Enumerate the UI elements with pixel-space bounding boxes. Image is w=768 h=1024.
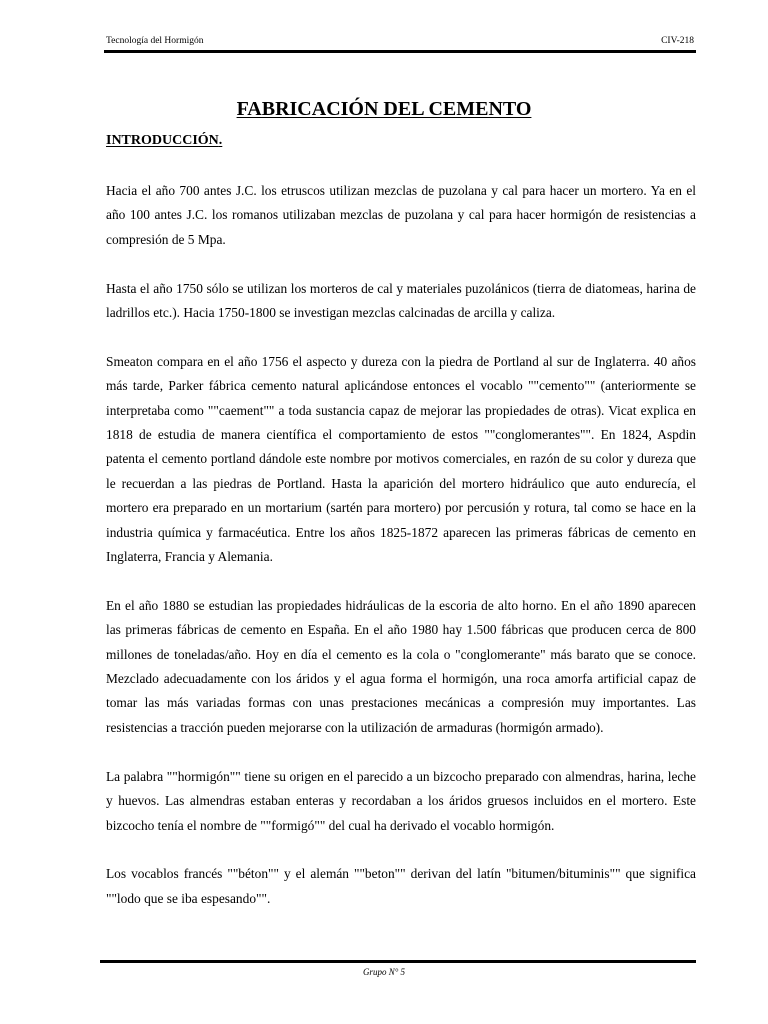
body-text <box>106 179 696 936</box>
page-footer: Grupo N° 5 <box>362 967 406 977</box>
section-heading <box>106 133 222 149</box>
paragraph-6: Los vocablos francés ""béton"" y el alemán ""beton"" derivan del latín "bitumen/bituminis"" que significa ""lodo que se iba espesando"". <box>106 866 696 906</box>
header-course-code: CIV-218 <box>661 36 694 46</box>
page-header <box>106 36 694 50</box>
footer-divider <box>100 960 696 963</box>
section-heading-period: . <box>218 133 223 148</box>
paragraph-1: Hacia el año 700 antes J.C. los etruscos utilizan mezclas de puzolana y cal para hacer un mortero. Ya en el año 100 antes J.C. los romanos utilizaban mezclas de puzolana y cal para hacer hormigón de resistencias a compresión de 5 Mpa. <box>106 183 696 247</box>
paragraph-3: Smeaton compara en el año 1756 el aspecto y dureza con la piedra de Portland al sur de Inglaterra. 40 años más tarde, Parker fábrica cemento natural aplicándose entonces el vocablo ""cemento"" (anteriormente se interpretaba como ""caement"" a toda sustancia capaz de mejorar las propiedades de otras). Vicat explica en 1818 de estudia de manera científica el comportamiento de estos ""conglomerantes"". En 1824, Aspdin patenta el cemento portland dándole este nombre por motivos comerciales, en razón de su color y dureza que le recuerdan a las piedras de Portland. Hasta la aparición del mortero hidráulico que auto endurecía, el mortero era preparado en un mortarium (sartén para mortero) por percusión y rotura, tal como se hace en la industria química y farmacéutica. Entre los años 1825-1872 aparecen las primeras fábricas de cemento en Inglaterra, Francia y Alemania. <box>106 353 696 565</box>
header-course-title: Tecnología del Hormigón <box>106 36 204 46</box>
paragraph-4: En el año 1880 se estudian las propiedades hidráulicas de la escoria de alto horno. En el año 1890 aparecen las primeras fábricas de cemento en España. En el año 1980 hay 1.500 fábricas que producen cerca de 800 millones de toneladas/año. Hoy en día el cemento es la cola o "conglomerante" más barato que se conoce. Mezclado adecuadamente con los áridos y el agua forma el hormigón, una roca amorfa artificial capaz de tomar las más variadas formas con unas prestaciones mecánicas a compresión muy importantes. Las resistencias a tracción pueden mejorarse con la utilización de armaduras (hormigón armado). <box>106 597 696 735</box>
paragraph-5: La palabra ""hormigón"" tiene su origen en el parecido a un bizcocho preparado con almendras, harina, leche y huevos. Las almendras estaban enteras y recordaban a los áridos gruesos incluidos en el mortero. Este bizcocho tenía el nombre de ""formigó"" del cual ha derivado el vocablo hormigón. <box>106 768 696 833</box>
section-heading-text: INTRODUCCIÓN <box>106 133 219 148</box>
paragraph-2: Hasta el año 1750 sólo se utilizan los morteros de cal y materiales puzolánicos (tierra de diatomeas, harina de ladrillos etc.). Hacia 1750-1800 se investigan mezclas calcinadas de arcilla y caliza. <box>106 280 696 321</box>
header-divider <box>104 50 696 53</box>
document-title: FABRICACIÓN DEL CEMENTO <box>236 98 532 120</box>
